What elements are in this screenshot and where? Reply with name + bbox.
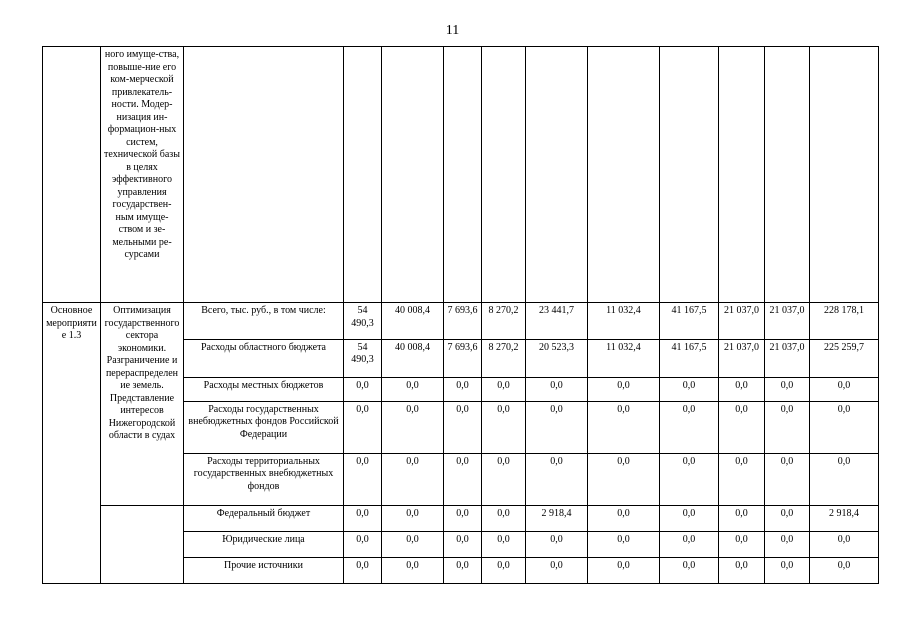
value-cell: 0,0 (810, 377, 879, 401)
value-cell: 2 918,4 (810, 505, 879, 531)
value-cell: 0,0 (526, 531, 588, 557)
value-cell: 0,0 (719, 531, 765, 557)
value-cell: 0,0 (444, 557, 482, 583)
value-cell: 21 037,0 (765, 303, 810, 339)
value-cell: 0,0 (344, 401, 382, 453)
value-cell: 0,0 (765, 531, 810, 557)
funding-source: Юридические лица (184, 531, 344, 557)
value-cell: 0,0 (588, 453, 660, 505)
value-cell: 225 259,7 (810, 339, 879, 377)
value-cell: 0,0 (382, 531, 444, 557)
page-number: 11 (445, 23, 460, 38)
value-cell: 0,0 (382, 505, 444, 531)
value-cell: 0,0 (810, 453, 879, 505)
value-cell: 0,0 (382, 453, 444, 505)
value-cell: 8 270,2 (482, 303, 526, 339)
value-cell: 7 693,6 (444, 339, 482, 377)
continuation-text: ного имуще-ства, повыше-ние его ком-мерческой привлекатель-ности. Модер-низация ин-формацион-ных систем, технической базы в целях эффективного управления государствен-ным имуще-ством и зе-мельными ре-сурсами (101, 47, 184, 303)
value-cell: 0,0 (810, 531, 879, 557)
value-cell: 20 523,3 (526, 339, 588, 377)
value-cell: 0,0 (588, 377, 660, 401)
value-cell: 21 037,0 (719, 303, 765, 339)
value-cell: 8 270,2 (482, 339, 526, 377)
value-cell: 0,0 (719, 377, 765, 401)
continuation-row (43, 47, 879, 303)
funding-source: Расходы территориальных государственных внебюджетных фондов (184, 453, 344, 505)
continuation-cell (482, 47, 526, 303)
value-cell: 0,0 (526, 377, 588, 401)
value-cell: 0,0 (482, 377, 526, 401)
value-cell: 0,0 (765, 453, 810, 505)
value-cell: 0,0 (588, 557, 660, 583)
event-label: Основное мероприятие 1.3 (43, 303, 101, 584)
continuation-cell (588, 47, 660, 303)
continuation-cell (444, 47, 482, 303)
value-cell: 21 037,0 (719, 339, 765, 377)
value-cell: 0,0 (660, 453, 719, 505)
value-cell: 7 693,6 (444, 303, 482, 339)
value-cell: 0,0 (719, 401, 765, 453)
value-cell: 0,0 (344, 505, 382, 531)
value-cell: 0,0 (660, 531, 719, 557)
funding-source: Прочие источники (184, 557, 344, 583)
value-cell: 0,0 (765, 505, 810, 531)
continuation-cell (382, 47, 444, 303)
event-description: Оптимизация государственного сектора экономики. Разграничение и перераспределение земель. Представление интересов Нижегородской области в судах (101, 303, 184, 505)
value-cell: 41 167,5 (660, 303, 719, 339)
continuation-cell (719, 47, 765, 303)
value-cell: 0,0 (344, 531, 382, 557)
continuation-source-cell (184, 47, 344, 303)
value-cell: 0,0 (382, 401, 444, 453)
value-cell: 0,0 (482, 453, 526, 505)
value-cell: 0,0 (660, 401, 719, 453)
value-cell: 0,0 (588, 401, 660, 453)
continuation-cell (526, 47, 588, 303)
funding-source: Всего, тыс. руб., в том числе: (184, 303, 344, 339)
funding-source: Расходы местных бюджетов (184, 377, 344, 401)
continuation-cell (660, 47, 719, 303)
value-cell: 23 441,7 (526, 303, 588, 339)
budget-table (42, 46, 879, 584)
value-cell: 0,0 (482, 531, 526, 557)
value-cell: 0,0 (444, 401, 482, 453)
value-cell: 0,0 (810, 557, 879, 583)
value-cell: 0,0 (810, 401, 879, 453)
continuation-cell (810, 47, 879, 303)
value-cell: 0,0 (482, 505, 526, 531)
value-cell: 0,0 (660, 505, 719, 531)
continuation-cell (344, 47, 382, 303)
funding-source: Расходы государственных внебюджетных фондов Российской Федерации (184, 401, 344, 453)
value-cell: 0,0 (344, 377, 382, 401)
value-cell: 0,0 (765, 401, 810, 453)
value-cell: 0,0 (382, 557, 444, 583)
funding-source: Расходы областного бюджета (184, 339, 344, 377)
value-cell: 0,0 (588, 505, 660, 531)
value-cell: 54 490,3 (344, 303, 382, 339)
value-cell: 0,0 (765, 557, 810, 583)
value-cell: 228 178,1 (810, 303, 879, 339)
funding-row-federal (43, 505, 879, 531)
value-cell: 0,0 (482, 557, 526, 583)
value-cell: 11 032,4 (588, 339, 660, 377)
value-cell: 0,0 (382, 377, 444, 401)
value-cell: 41 167,5 (660, 339, 719, 377)
value-cell: 0,0 (765, 377, 810, 401)
value-cell: 0,0 (719, 453, 765, 505)
continuation-cell (765, 47, 810, 303)
value-cell: 0,0 (719, 557, 765, 583)
value-cell: 0,0 (344, 453, 382, 505)
value-cell: 0,0 (444, 505, 482, 531)
value-cell: 40 008,4 (382, 303, 444, 339)
value-cell: 0,0 (526, 557, 588, 583)
value-cell: 0,0 (444, 453, 482, 505)
value-cell: 54 490,3 (344, 339, 382, 377)
value-cell: 0,0 (660, 557, 719, 583)
value-cell: 0,0 (526, 401, 588, 453)
value-cell: 11 032,4 (588, 303, 660, 339)
value-cell: 0,0 (344, 557, 382, 583)
value-cell: 0,0 (444, 531, 482, 557)
value-cell: 0,0 (719, 505, 765, 531)
continuation-event-cell (43, 47, 101, 303)
value-cell: 0,0 (444, 377, 482, 401)
value-cell: 2 918,4 (526, 505, 588, 531)
value-cell: 0,0 (526, 453, 588, 505)
value-cell: 21 037,0 (765, 339, 810, 377)
value-cell: 0,0 (660, 377, 719, 401)
event-description-blank (101, 505, 184, 583)
value-cell: 0,0 (482, 401, 526, 453)
value-cell: 40 008,4 (382, 339, 444, 377)
funding-row-total (43, 303, 879, 339)
value-cell: 0,0 (588, 531, 660, 557)
funding-source: Федеральный бюджет (184, 505, 344, 531)
